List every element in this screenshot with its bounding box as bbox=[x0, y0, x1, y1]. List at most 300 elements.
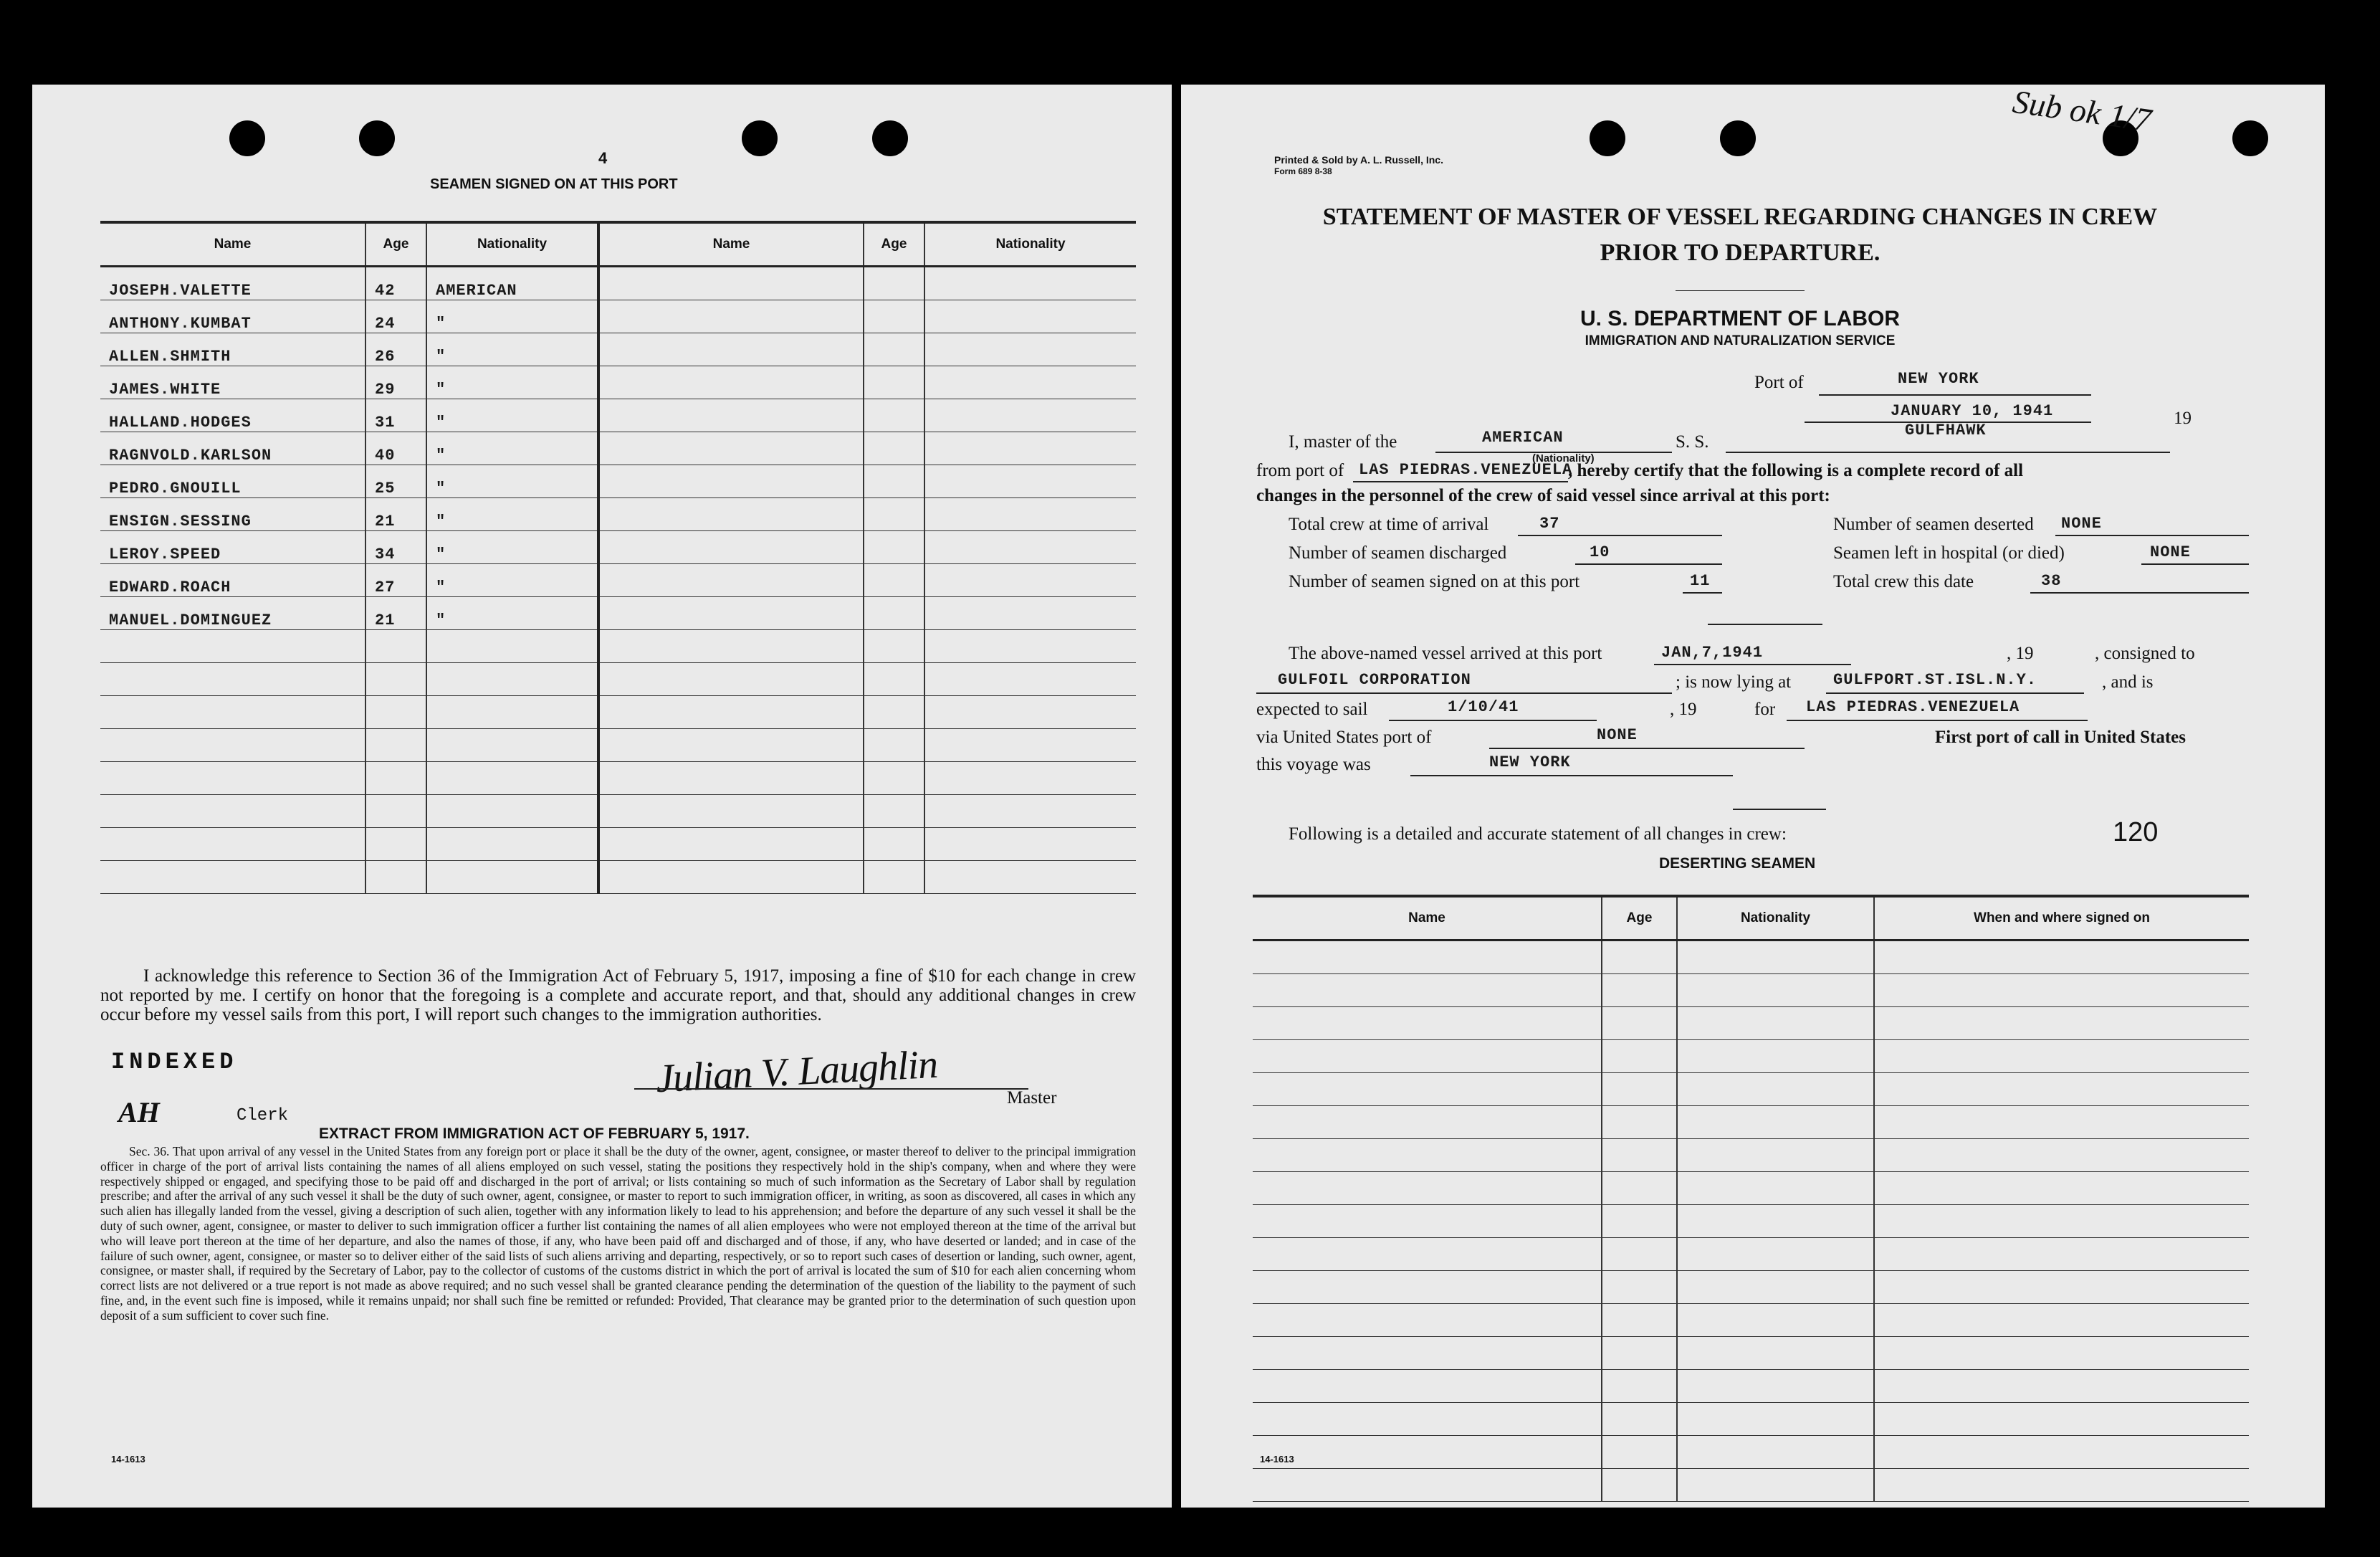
arrived-label: The above-named vessel arrived at this port bbox=[1289, 644, 1602, 663]
seamen-signed-on-table bbox=[100, 221, 1136, 894]
cell-name: PEDRO.GNOUILL bbox=[100, 465, 365, 498]
total-crew-arrival: 37 bbox=[1539, 515, 1560, 533]
cell-name bbox=[598, 696, 864, 729]
cell-signed-on bbox=[1874, 1271, 2249, 1304]
table-row bbox=[1253, 1073, 2249, 1106]
cell-age bbox=[864, 366, 924, 399]
handwritten-number: 120 bbox=[2113, 817, 2159, 847]
cell-age bbox=[1602, 1337, 1677, 1370]
cell-nationality bbox=[1677, 1271, 1874, 1304]
cell-nationality: " bbox=[426, 498, 598, 531]
table-row bbox=[1253, 1469, 2249, 1502]
cell-nationality bbox=[924, 795, 1136, 828]
table-row bbox=[1253, 1271, 2249, 1304]
voyage-label: this voyage was bbox=[1256, 755, 1371, 774]
right-page bbox=[1181, 82, 2325, 1508]
for-label: for bbox=[1754, 700, 1776, 719]
cell-nationality bbox=[426, 663, 598, 696]
cell-age: 26 bbox=[365, 333, 426, 366]
cell-name: ALLEN.SHMITH bbox=[100, 333, 365, 366]
discharged: 10 bbox=[1590, 543, 1610, 561]
cell-age bbox=[864, 531, 924, 564]
section-heading: SEAMEN SIGNED ON AT THIS PORT bbox=[430, 176, 678, 192]
cell-name bbox=[100, 828, 365, 861]
punch-hole bbox=[229, 120, 265, 156]
cell-nationality bbox=[924, 366, 1136, 399]
cell-age: 21 bbox=[365, 498, 426, 531]
cell-signed-on bbox=[1874, 1205, 2249, 1238]
title-rule bbox=[1676, 290, 1805, 291]
hospital: NONE bbox=[2150, 543, 2191, 561]
date-value: JANUARY 10, 1941 bbox=[1891, 402, 2054, 420]
cell-name bbox=[1253, 1337, 1602, 1370]
table-row bbox=[100, 333, 1136, 366]
form-code: 14-1613 bbox=[111, 1454, 145, 1465]
cell-nationality bbox=[1677, 1073, 1874, 1106]
from-port-value: LAS PIEDRAS.VENEZUELA bbox=[1359, 461, 1573, 479]
column-header: Age bbox=[365, 222, 426, 267]
cell-signed-on bbox=[1874, 1304, 2249, 1337]
cell-name bbox=[598, 300, 864, 333]
expected-suffix: , 19 bbox=[1670, 700, 1697, 719]
cell-age bbox=[864, 762, 924, 795]
certify-text-2: changes in the personnel of the crew of said vessel since arrival at this port: bbox=[1256, 486, 1830, 505]
cell-age bbox=[864, 630, 924, 663]
signed-on-line bbox=[1683, 592, 1722, 594]
clerk-label: Clerk bbox=[236, 1106, 289, 1125]
cell-name bbox=[598, 861, 864, 894]
cell-nationality bbox=[1677, 1106, 1874, 1139]
deserting-seamen-table bbox=[1253, 895, 2249, 1502]
cell-age bbox=[864, 663, 924, 696]
cell-nationality bbox=[426, 861, 598, 894]
cell-name bbox=[1253, 1304, 1602, 1337]
cell-age bbox=[864, 432, 924, 465]
cell-nationality bbox=[426, 795, 598, 828]
cell-name bbox=[598, 333, 864, 366]
form-code: 14-1613 bbox=[1260, 1454, 1294, 1465]
cell-name bbox=[598, 630, 864, 663]
cell-name bbox=[598, 564, 864, 597]
cell-nationality bbox=[924, 630, 1136, 663]
department-name: U. S. DEPARTMENT OF LABOR bbox=[1580, 307, 1901, 330]
cell-name bbox=[100, 861, 365, 894]
column-header: Nationality bbox=[924, 222, 1136, 267]
cell-nationality: " bbox=[426, 333, 598, 366]
cell-name bbox=[100, 729, 365, 762]
cell-name bbox=[1253, 1403, 1602, 1436]
cell-nationality: " bbox=[426, 432, 598, 465]
table-row bbox=[100, 465, 1136, 498]
table-row bbox=[1253, 1040, 2249, 1073]
table-row bbox=[100, 300, 1136, 333]
table-body bbox=[1253, 941, 2249, 1502]
column-header: Age bbox=[1602, 896, 1677, 941]
cell-age bbox=[864, 729, 924, 762]
cell-age bbox=[864, 795, 924, 828]
cell-name: RAGNVOLD.KARLSON bbox=[100, 432, 365, 465]
total-this-date-line bbox=[2030, 592, 2249, 594]
cell-age bbox=[1602, 1271, 1677, 1304]
cell-nationality bbox=[1677, 1370, 1874, 1403]
cell-name bbox=[598, 366, 864, 399]
date-suffix: 19 bbox=[2174, 409, 2192, 428]
ss-label: S. S. bbox=[1676, 432, 1709, 452]
cell-age bbox=[864, 465, 924, 498]
cell-name bbox=[1253, 1139, 1602, 1172]
arrived-value: JAN,7,1941 bbox=[1661, 644, 1764, 662]
cell-age bbox=[365, 828, 426, 861]
port-value: NEW YORK bbox=[1898, 370, 1979, 388]
punch-hole bbox=[2232, 120, 2268, 156]
cell-age bbox=[1602, 1172, 1677, 1205]
deserted-line bbox=[2055, 535, 2249, 536]
cell-name: LEROY.SPEED bbox=[100, 531, 365, 564]
cell-nationality: " bbox=[426, 564, 598, 597]
cell-age bbox=[365, 762, 426, 795]
cell-nationality bbox=[426, 828, 598, 861]
arrived-suffix: , 19 bbox=[2007, 644, 2034, 663]
cell-age bbox=[1602, 941, 1677, 974]
cell-nationality bbox=[1677, 1040, 1874, 1073]
cell-nationality bbox=[1677, 974, 1874, 1007]
column-header: Name bbox=[100, 222, 365, 267]
cell-nationality: AMERICAN bbox=[426, 267, 598, 300]
consigned-label: , consigned to bbox=[2095, 644, 2195, 663]
cell-nationality bbox=[924, 531, 1136, 564]
cell-nationality bbox=[924, 729, 1136, 762]
cell-nationality bbox=[1677, 1469, 1874, 1502]
hospital-line bbox=[2141, 563, 2249, 565]
cell-name bbox=[598, 465, 864, 498]
table-row bbox=[1253, 1370, 2249, 1403]
table-row bbox=[100, 663, 1136, 696]
table-row bbox=[100, 399, 1136, 432]
cell-name bbox=[100, 696, 365, 729]
signed-on-label: Number of seamen signed on at this port bbox=[1289, 572, 1580, 591]
cell-signed-on bbox=[1874, 1139, 2249, 1172]
table-row bbox=[100, 795, 1136, 828]
cell-age bbox=[1602, 1106, 1677, 1139]
cell-signed-on bbox=[1874, 1337, 2249, 1370]
form-number: Form 689 8-38 bbox=[1274, 166, 1332, 176]
cell-name bbox=[598, 762, 864, 795]
extract-title: EXTRACT FROM IMMIGRATION ACT OF FEBRUARY 5, 1917. bbox=[319, 1125, 750, 1142]
cell-age bbox=[365, 861, 426, 894]
cell-signed-on bbox=[1874, 1238, 2249, 1271]
for-line bbox=[1787, 720, 2088, 721]
cell-age bbox=[365, 795, 426, 828]
voyage-line bbox=[1410, 775, 1733, 776]
signed-on: 11 bbox=[1690, 572, 1711, 590]
lying-label: ; is now lying at bbox=[1676, 672, 1792, 692]
separator-rule bbox=[1708, 624, 1822, 625]
master-signature: Julian V. Laughlin bbox=[654, 1042, 939, 1102]
table-row bbox=[100, 861, 1136, 894]
cell-age bbox=[1602, 1304, 1677, 1337]
cell-nationality: " bbox=[426, 597, 598, 630]
nationality-caption: (Nationality) bbox=[1532, 452, 1595, 465]
cell-name bbox=[598, 267, 864, 300]
cell-name bbox=[598, 531, 864, 564]
deserting-heading: DESERTING SEAMEN bbox=[1659, 855, 1816, 872]
vessel-name: GULFHAWK bbox=[1905, 422, 1987, 439]
cell-name bbox=[598, 795, 864, 828]
cell-age bbox=[864, 597, 924, 630]
cell-name bbox=[598, 498, 864, 531]
cell-name: JAMES.WHITE bbox=[100, 366, 365, 399]
from-port-label: from port of bbox=[1256, 461, 1344, 480]
cell-nationality: " bbox=[426, 300, 598, 333]
table-row bbox=[100, 531, 1136, 564]
table-row bbox=[1253, 1304, 2249, 1337]
cell-nationality bbox=[1677, 1172, 1874, 1205]
cell-nationality bbox=[1677, 1205, 1874, 1238]
cell-age bbox=[864, 333, 924, 366]
cell-signed-on bbox=[1874, 974, 2249, 1007]
expected-line bbox=[1389, 720, 1597, 721]
cell-nationality bbox=[924, 333, 1136, 366]
cell-age bbox=[864, 399, 924, 432]
cell-nationality bbox=[924, 498, 1136, 531]
table-row bbox=[100, 828, 1136, 861]
cell-age bbox=[864, 861, 924, 894]
voyage-value: NEW YORK bbox=[1489, 753, 1571, 771]
cell-nationality bbox=[924, 861, 1136, 894]
cell-name bbox=[1253, 1040, 1602, 1073]
column-header: Nationality bbox=[426, 222, 598, 267]
column-header: Nationality bbox=[1677, 896, 1874, 941]
page-number: 4 bbox=[598, 149, 608, 167]
cell-age: 31 bbox=[365, 399, 426, 432]
table-row bbox=[1253, 1172, 2249, 1205]
cell-age bbox=[864, 696, 924, 729]
table-row bbox=[100, 597, 1136, 630]
cell-nationality bbox=[924, 564, 1136, 597]
cell-age bbox=[1602, 1040, 1677, 1073]
table-row bbox=[100, 432, 1136, 465]
cell-age bbox=[864, 267, 924, 300]
handwritten-corner-note: Sub ok 1/7 bbox=[2010, 82, 2154, 139]
cell-name bbox=[1253, 1469, 1602, 1502]
cell-name bbox=[1253, 1436, 1602, 1469]
certify-text: , hereby certify that the following is a complete record of all bbox=[1568, 461, 2024, 480]
hospital-label: Seamen left in hospital (or died) bbox=[1833, 543, 2065, 563]
via-line bbox=[1489, 748, 1805, 749]
cell-age bbox=[1602, 1139, 1677, 1172]
cell-age: 24 bbox=[365, 300, 426, 333]
cell-nationality bbox=[1677, 1337, 1874, 1370]
cell-nationality: " bbox=[426, 465, 598, 498]
cell-signed-on bbox=[1874, 1370, 2249, 1403]
cell-age bbox=[1602, 1403, 1677, 1436]
table-row bbox=[1253, 1106, 2249, 1139]
table-row bbox=[100, 762, 1136, 795]
cell-name: HALLAND.HODGES bbox=[100, 399, 365, 432]
form-title-line2: PRIOR TO DEPARTURE. bbox=[1600, 239, 1880, 266]
cell-nationality bbox=[924, 432, 1136, 465]
cell-name bbox=[1253, 1370, 1602, 1403]
printer-credit: Printed & Sold by A. L. Russell, Inc. bbox=[1274, 154, 1443, 166]
cell-nationality bbox=[924, 300, 1136, 333]
cell-signed-on bbox=[1874, 1403, 2249, 1436]
extract-text: Sec. 36. That upon arrival of any vessel in the United States from any foreign port or place it shall be the duty of the owner, agent, consignee, or master thereof to deliver to the principal immigration officer in charge of the port of arrival lists containing the names of all aliens employed on such vessel, stating the positions they respectively hold in the ship's company, when and where they were respectively shipped or engaged, and specifying those to be paid off and discharged in the port of arrival; or lists containing so much of such information as the Secretary of Labor shall by regulation prescribe; and after the arrival of any such vessel it shall be the duty of such owner, agent, consignee, or master to report to such immigration officer, in writing, as soon as discovered, all cases in which any such alien has illegally landed from the vessel, giving a description of such alien, together with any information likely to lead to his apprehension; and before the departure of any such vessel it shall be the duty of such owner, agent, consignee, or master to deliver to such immigration officer a further list containing the names of all alien employees who were not employed thereon at the time of the arrival but who will leave port thereon at the time of her departure, and also the names of those, if any, who have been paid off and discharged and of those, if any, who have deserted or landed; and in case of the failure of such owner, agent, consignee, or master so to deliver either of the said lists of such aliens arriving and departing, respectively, or so to report such cases of desertion or landing, such owner, agent, consignee, or master shall, if required by the Secretary of Labor, pay to the collector of customs of the customs district in which the port of arrival is located the sum of $10 for each alien concerning whom correct lists are not delivered or a true report is not made as above required; and no such vessel shall be granted clearance pending the determination of the question of the liability to the payment of such fine, and, in the event such fine is imposed, while it remains unpaid; nor shall such fine be remitted or refunded: Provided, That clearance may be granted prior to the determination of such question upon deposit of a sum sufficient to cover such fine. bbox=[100, 1144, 1136, 1323]
cell-nationality: " bbox=[426, 531, 598, 564]
table-row bbox=[1253, 1337, 2249, 1370]
cell-name bbox=[1253, 1073, 1602, 1106]
cell-name bbox=[1253, 941, 1602, 974]
punch-hole bbox=[1590, 120, 1625, 156]
cell-age bbox=[1602, 1238, 1677, 1271]
cell-age: 34 bbox=[365, 531, 426, 564]
punch-hole bbox=[359, 120, 395, 156]
form-title bbox=[1238, 199, 2242, 271]
cell-nationality bbox=[1677, 1007, 1874, 1040]
for-value: LAS PIEDRAS.VENEZUELA bbox=[1806, 698, 2020, 716]
table-row bbox=[100, 366, 1136, 399]
table-row bbox=[100, 630, 1136, 663]
cell-nationality bbox=[1677, 1238, 1874, 1271]
service-name: IMMIGRATION AND NATURALIZATION SERVICE bbox=[1585, 333, 1896, 348]
punch-hole bbox=[872, 120, 908, 156]
from-port-line bbox=[1353, 481, 1568, 482]
cell-name: MANUEL.DOMINGUEZ bbox=[100, 597, 365, 630]
cell-signed-on bbox=[1874, 1040, 2249, 1073]
cell-nationality bbox=[924, 267, 1136, 300]
cell-nationality bbox=[426, 762, 598, 795]
table-row bbox=[1253, 1205, 2249, 1238]
acknowledgment-text: I acknowledge this reference to Section 36 of the Immigration Act of February 5, 1917, imposing a fine of $10 for each change in crew not reported by me. I certify on honor that the foregoing is a complete and accurate report, and that, should any additional changes in crew occur before my vessel sails from this port, I will report such changes to the immigration authorities. bbox=[100, 966, 1136, 1024]
indexed-stamp: INDEXED bbox=[111, 1049, 238, 1075]
cell-age bbox=[1602, 1370, 1677, 1403]
cell-nationality bbox=[426, 729, 598, 762]
table-row bbox=[1253, 941, 2249, 974]
table-row bbox=[100, 729, 1136, 762]
total-crew-arrival-label: Total crew at time of arrival bbox=[1289, 515, 1489, 534]
cell-age bbox=[864, 300, 924, 333]
cell-nationality bbox=[924, 762, 1136, 795]
table-row bbox=[100, 267, 1136, 300]
cell-age: 40 bbox=[365, 432, 426, 465]
cell-signed-on bbox=[1874, 1172, 2249, 1205]
punch-hole bbox=[742, 120, 778, 156]
deserted: NONE bbox=[2061, 515, 2102, 533]
cell-name bbox=[598, 729, 864, 762]
column-header: When and where signed on bbox=[1874, 896, 2249, 941]
form-title-line1: STATEMENT OF MASTER OF VESSEL REGARDING CHANGES IN CREW bbox=[1322, 204, 2158, 230]
table-row bbox=[1253, 1436, 2249, 1469]
cell-name bbox=[1253, 1007, 1602, 1040]
voyage-rule bbox=[1733, 809, 1826, 810]
cell-name: ANTHONY.KUMBAT bbox=[100, 300, 365, 333]
discharged-line bbox=[1575, 563, 1722, 565]
cell-signed-on bbox=[1874, 941, 2249, 974]
total-this-date-label: Total crew this date bbox=[1833, 572, 1974, 591]
cell-signed-on bbox=[1874, 1106, 2249, 1139]
cell-name bbox=[1253, 1271, 1602, 1304]
lying-line bbox=[1826, 692, 2084, 694]
cell-age bbox=[1602, 1007, 1677, 1040]
cell-age bbox=[864, 828, 924, 861]
cell-signed-on bbox=[1874, 1007, 2249, 1040]
cell-age bbox=[1602, 974, 1677, 1007]
cell-signed-on bbox=[1874, 1436, 2249, 1469]
consignee: GULFOIL CORPORATION bbox=[1278, 671, 1471, 689]
table-row bbox=[100, 498, 1136, 531]
vessel-line bbox=[1726, 452, 2170, 453]
lying-at: GULFPORT.ST.ISL.N.Y. bbox=[1833, 671, 2037, 689]
cell-name bbox=[100, 663, 365, 696]
cell-signed-on bbox=[1874, 1469, 2249, 1502]
cell-age bbox=[365, 696, 426, 729]
arrived-line bbox=[1654, 664, 1851, 665]
total-this-date: 38 bbox=[2041, 572, 2062, 590]
cell-age: 25 bbox=[365, 465, 426, 498]
column-header: Name bbox=[598, 222, 864, 267]
cell-name bbox=[598, 399, 864, 432]
port-line bbox=[1819, 394, 2091, 396]
cell-nationality bbox=[426, 696, 598, 729]
cell-name bbox=[598, 663, 864, 696]
cell-name bbox=[1253, 1238, 1602, 1271]
via-label: via United States port of bbox=[1256, 728, 1432, 747]
deserted-label: Number of seamen deserted bbox=[1833, 515, 2034, 534]
cell-nationality bbox=[924, 828, 1136, 861]
cell-name bbox=[598, 828, 864, 861]
cell-name: JOSEPH.VALETTE bbox=[100, 267, 365, 300]
cell-nationality: " bbox=[426, 366, 598, 399]
cell-nationality bbox=[1677, 1403, 1874, 1436]
punch-hole bbox=[1720, 120, 1756, 156]
cell-age: 42 bbox=[365, 267, 426, 300]
table-row bbox=[1253, 1403, 2249, 1436]
clerk-initials: AH bbox=[118, 1096, 160, 1128]
master-label: Master bbox=[1007, 1088, 1057, 1108]
port-label: Port of bbox=[1754, 373, 1804, 392]
cell-name bbox=[1253, 1205, 1602, 1238]
table-row bbox=[1253, 1007, 2249, 1040]
cell-age bbox=[1602, 1073, 1677, 1106]
cell-nationality bbox=[924, 399, 1136, 432]
cell-name: ENSIGN.SESSING bbox=[100, 498, 365, 531]
cell-age bbox=[1602, 1436, 1677, 1469]
cell-age: 29 bbox=[365, 366, 426, 399]
column-header: Age bbox=[864, 222, 924, 267]
cell-nationality bbox=[1677, 1304, 1874, 1337]
cell-name bbox=[100, 795, 365, 828]
master-signature-line bbox=[634, 1088, 1028, 1090]
cell-nationality bbox=[924, 597, 1136, 630]
table-row bbox=[100, 564, 1136, 597]
discharged-label: Number of seamen discharged bbox=[1289, 543, 1507, 563]
cell-age bbox=[1602, 1205, 1677, 1238]
cell-name bbox=[1253, 974, 1602, 1007]
cell-name bbox=[598, 597, 864, 630]
nationality-value: AMERICAN bbox=[1482, 429, 1564, 447]
and-is-label: , and is bbox=[2102, 672, 2154, 692]
cell-name bbox=[598, 432, 864, 465]
master-prefix: I, master of the bbox=[1289, 432, 1397, 452]
cell-nationality bbox=[1677, 1139, 1874, 1172]
column-header: Name bbox=[1253, 896, 1602, 941]
cell-nationality bbox=[924, 663, 1136, 696]
cell-name: EDWARD.ROACH bbox=[100, 564, 365, 597]
left-page bbox=[32, 85, 1172, 1508]
cell-age bbox=[864, 498, 924, 531]
total-crew-arrival-line bbox=[1518, 535, 1722, 536]
cell-nationality bbox=[924, 696, 1136, 729]
cell-age bbox=[365, 630, 426, 663]
